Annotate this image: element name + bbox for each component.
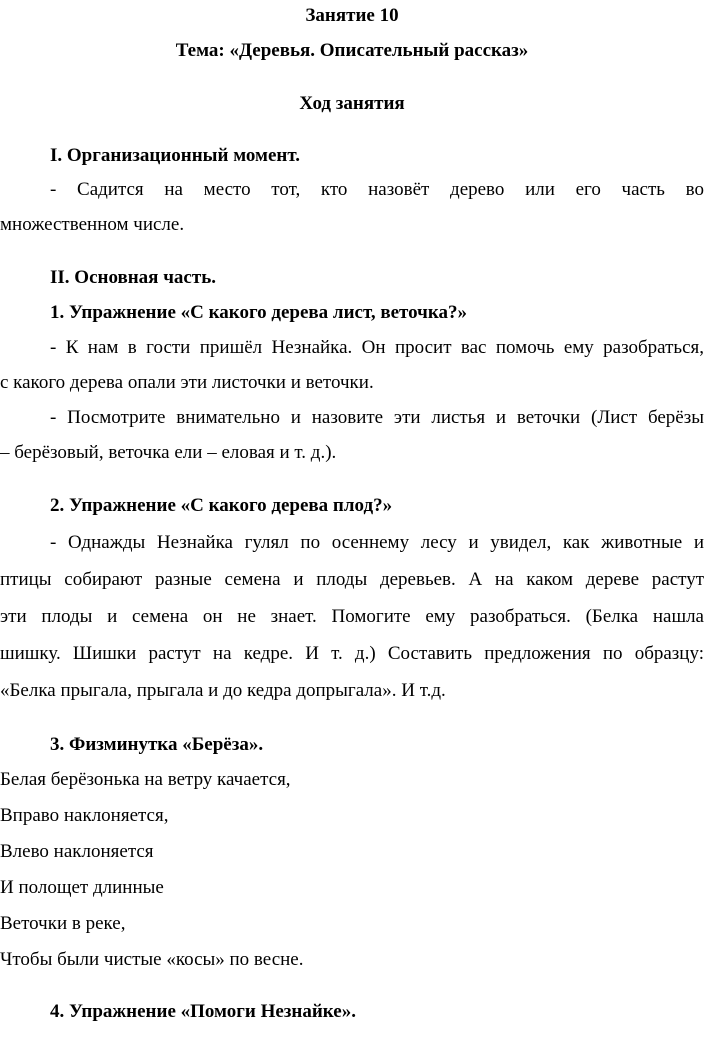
paragraph-line: - К нам в гости пришёл Незнайка. Он просит вас помочь ему разобраться, [50,337,704,358]
paragraph-line: птицы собирают разные семена и плоды деревьев. А на каком дереве растут [0,569,704,590]
exercise-heading-4: 4. Упражнение «Помоги Незнайке». [50,1001,356,1022]
paragraph-line: множественном числе. [0,214,185,235]
poem-line: И полощет длинные [0,877,164,898]
exercise-heading-1: 1. Упражнение «С какого дерева лист, веточка?» [50,302,468,323]
paragraph-line: эти плоды и семена он не знает. Помогите ему разобраться. (Белка нашла [0,606,704,627]
poem-line: Веточки в реке, [0,913,126,934]
poem-line: Вправо наклоняется, [0,805,169,826]
section-heading-org: I. Организационный момент. [50,145,301,166]
paragraph-line: шишку. Шишки растут на кедре. И т. д.) Составить предложения по образцу: [0,643,704,664]
paragraph-line: – берёзовый, веточка ели – еловая и т. д.). [0,442,337,463]
paragraph-line: с какого дерева опали эти листочки и веточки. [0,372,374,393]
exercise-heading-3: 3. Физминутка «Берёза». [50,734,264,755]
paragraph-line: - Однажды Незнайка гулял по осеннему лесу и увидел, как животные и [50,532,704,553]
paragraph-line: - Садится на место тот, кто назовёт дерево или его часть во [50,179,704,200]
poem-line: Влево наклоняется [0,841,154,862]
paragraph-line: «Белка прыгала, прыгала и до кедра допрыгала». И т.д. [0,680,446,701]
lesson-title: Занятие 10 [305,5,399,26]
poem-line: Белая берёзонька на ветру качается, [0,769,291,790]
poem-line: Чтобы были чистые «косы» по весне. [0,949,304,970]
exercise-heading-2: 2. Упражнение «С какого дерева плод?» [50,495,393,516]
topic-title: Тема: «Деревья. Описательный рассказ» [175,40,529,61]
paragraph-line: - Посмотрите внимательно и назовите эти листья и веточки (Лист берёзы [50,407,704,428]
section-heading-main: II. Основная часть. [50,267,216,288]
course-title: Ход занятия [299,93,405,114]
